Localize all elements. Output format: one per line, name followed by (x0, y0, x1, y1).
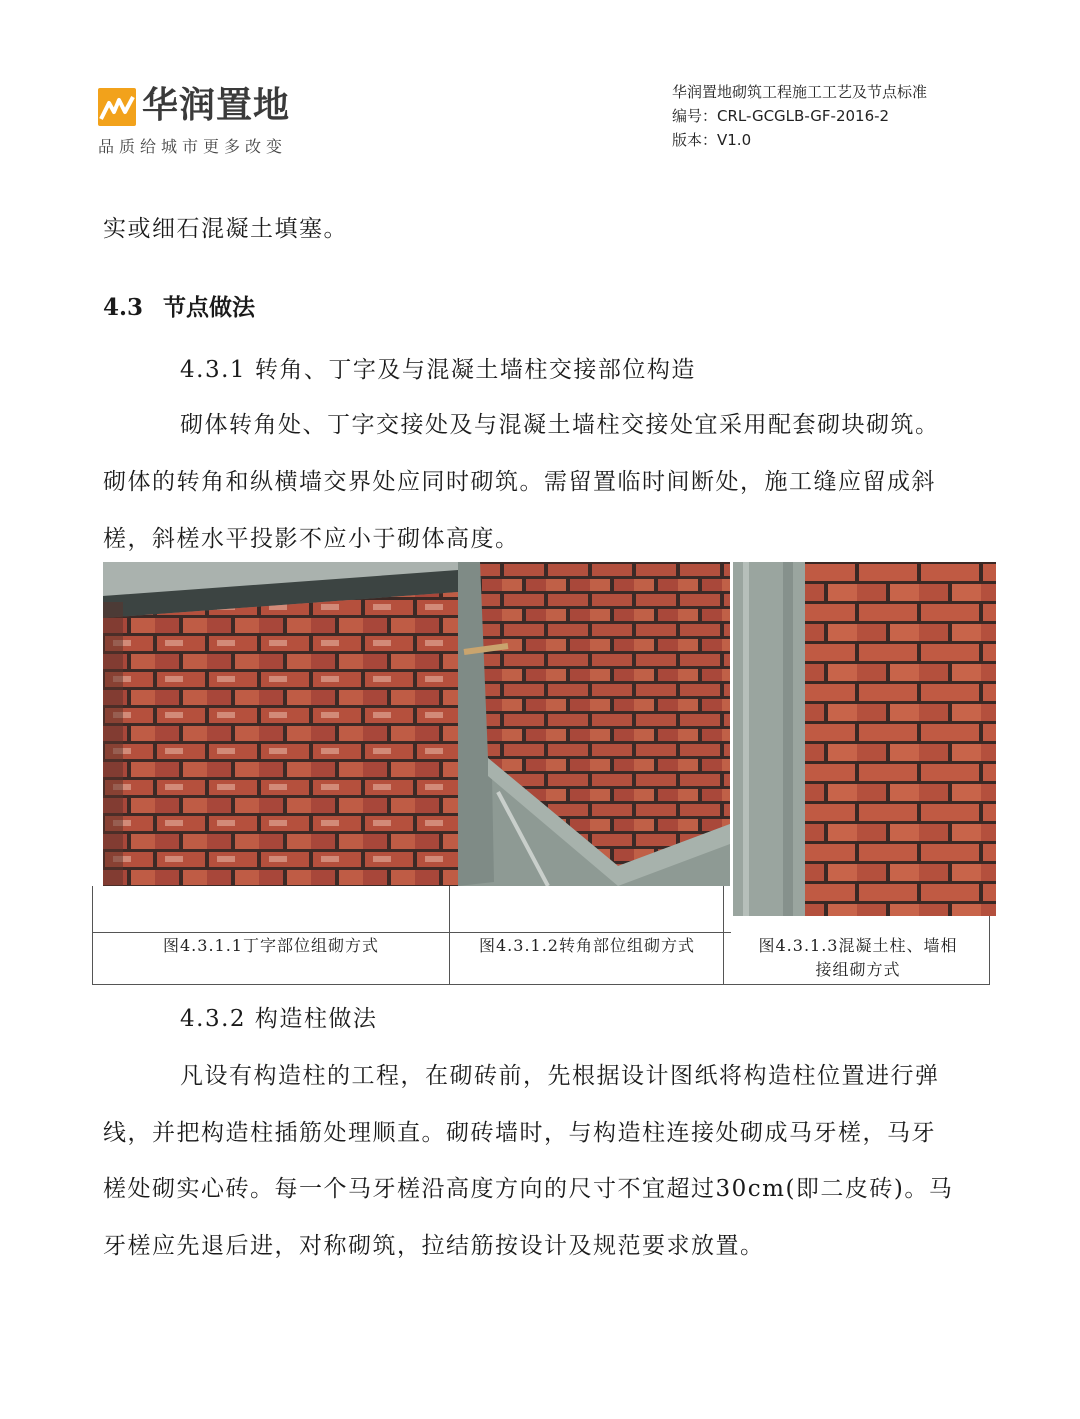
brand-logo-mark-icon (98, 88, 136, 126)
caption-line: 图4.3.1.3混凝土柱、墙相 (758, 936, 958, 955)
photo-t-junction (103, 562, 458, 886)
caption-line: 接组砌方式 (815, 960, 901, 979)
paragraph-line: 槎处砌实心砖。每一个马牙槎沿高度方向的尺寸不宜超过30cm(即二皮砖)。马 (103, 1176, 954, 1202)
document-version: 版本：V1.0 (672, 131, 752, 149)
paragraph-line: 凡设有构造柱的工程，在砌砖前，先根据设计图纸将构造柱位置进行弹 (180, 1063, 940, 1089)
photo-concrete-column (733, 562, 996, 916)
section-number: 4.3 (103, 294, 144, 321)
document-header-info (672, 80, 927, 152)
photo-corner (458, 562, 730, 886)
figure-caption-4-3-1-3 (727, 934, 989, 982)
document-title: 华润置地砌筑工程施工工艺及节点标准 (672, 83, 928, 101)
figure-caption-table (92, 886, 990, 985)
paragraph-line: 牙槎应先退后进，对称砌筑，拉结筋按设计及规范要求放置。 (103, 1233, 765, 1259)
figure-caption-4-3-1-2: 图4.3.1.2转角部位组砌方式 (479, 936, 695, 955)
subsection-title-4-3-1: 4.3.1 转角、丁字及与混凝土墙柱交接部位构造 (180, 357, 696, 383)
subsection-title-4-3-2: 4.3.2 构造柱做法 (180, 1006, 378, 1032)
paragraph-line: 砌体转角处、丁字交接处及与混凝土墙柱交接处宜采用配套砌块砌筑。 (180, 412, 940, 438)
figure-caption-4-3-1-1: 图4.3.1.1丁字部位组砌方式 (163, 936, 379, 955)
carry-over-text: 实或细石混凝土填塞。 (103, 216, 348, 242)
section-title: 节点做法 (163, 295, 256, 321)
paragraph-line: 砌体的转角和纵横墙交界处应同时砌筑。需留置临时间断处，施工缝应留成斜 (103, 469, 936, 495)
section-heading (103, 289, 255, 322)
paragraph-line: 槎，斜槎水平投影不应小于砌体高度。 (103, 526, 520, 552)
brand-name: 华润置地 (142, 85, 291, 126)
document-number: 编号：CRL-GCGLB-GF-2016-2 (672, 107, 890, 125)
brand-logo (98, 86, 308, 156)
paragraph-line: 线，并把构造柱插筋处理顺直。砌砖墙时，与构造柱连接处砌成马牙槎，马牙 (103, 1120, 936, 1146)
brand-slogan: 品质给城市更多改变 (98, 137, 288, 156)
